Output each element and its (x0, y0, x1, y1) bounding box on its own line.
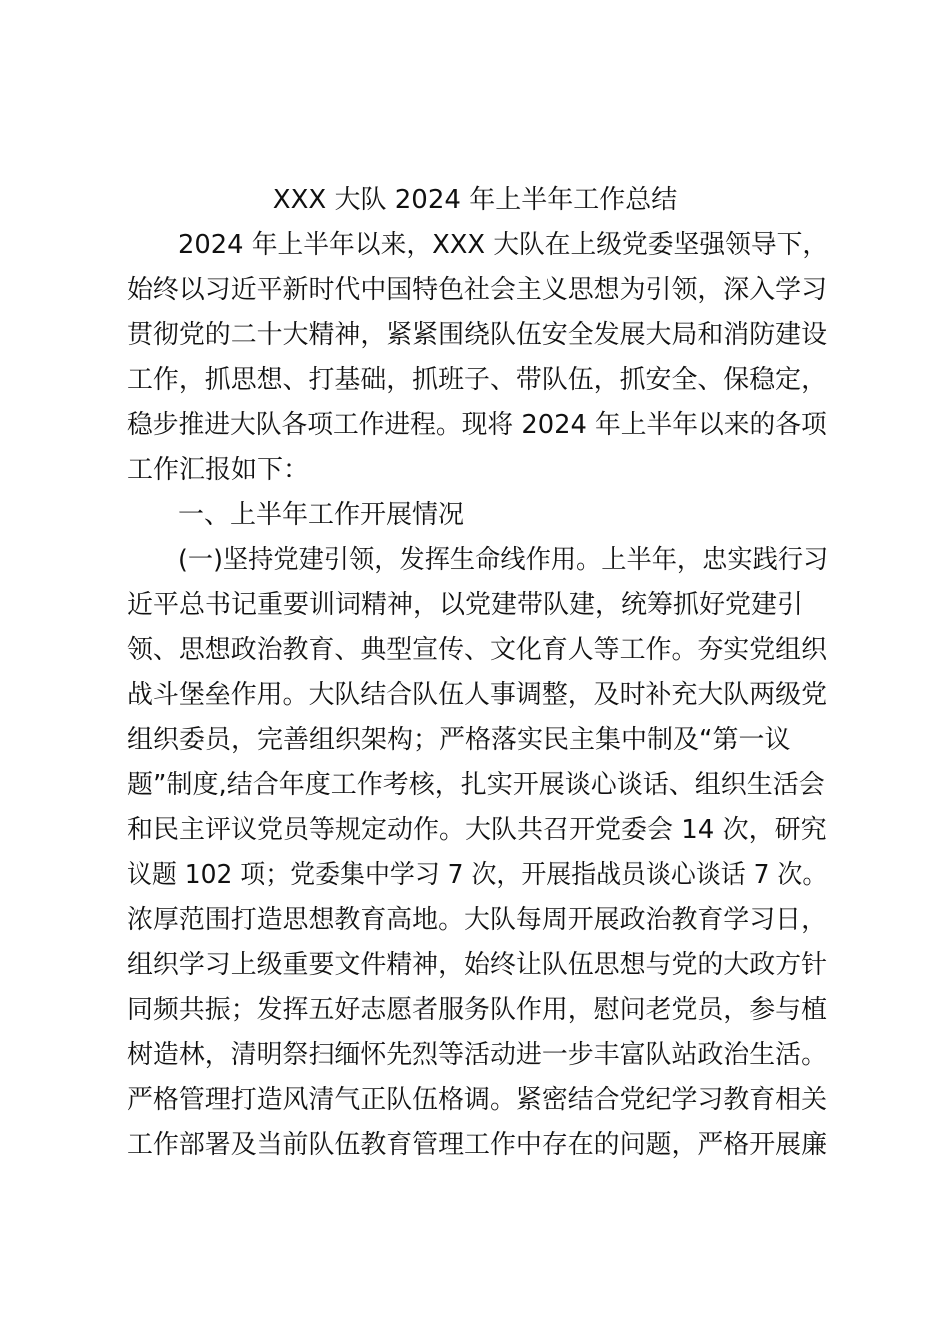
paragraph-line: 同频共振；发挥五好志愿者服务队作用，慰问老党员，参与植 (127, 995, 828, 1025)
paragraph-line: 工作部署及当前队伍教育管理工作中存在的问题，严格开展廉 (127, 1130, 828, 1160)
paragraph-line: 题”制度,结合年度工作考核，扎实开展谈心谈话、组织生活会 (127, 770, 825, 800)
paragraph-line: 树造林，清明祭扫缅怀先烈等活动进一步丰富队站政治生活。 (127, 1040, 828, 1070)
paragraph-line: 稳步推进大队各项工作进程。现将 2024 年上半年以来的各项 (127, 410, 827, 440)
paragraph-line: 战斗堡垒作用。大队结合队伍人事调整，及时补充大队两级党 (127, 680, 828, 710)
paragraph-line: 浓厚范围打造思想教育高地。大队每周开展政治教育学习日， (127, 905, 828, 935)
paragraph-line: 2024 年上半年以来，XXX 大队在上级党委坚强领导下， (178, 230, 829, 260)
section-heading: 一、上半年工作开展情况 (178, 500, 465, 530)
paragraph-line: 议题 102 项；党委集中学习 7 次，开展指战员谈心谈话 7 次。 (127, 860, 828, 890)
paragraph-line: 严格管理打造风清气正队伍格调。紧密结合党纪学习教育相关 (127, 1085, 828, 1115)
paragraph-line: 近平总书记重要训词精神，以党建带队建，统筹抓好党建引 (127, 590, 804, 620)
paragraph-line: 组织委员，完善组织架构；严格落实民主集中制及“第一议 (127, 725, 791, 755)
paragraph-line: 领、思想政治教育、典型宣传、文化育人等工作。夯实党组织 (127, 635, 828, 665)
subsection-line: (一)坚持党建引领，发挥生命线作用。上半年，忠实践行习 (178, 545, 829, 575)
paragraph-line: 工作，抓思想、打基础，抓班子、带队伍，抓安全、保稳定， (127, 365, 828, 395)
paragraph-line: 工作汇报如下： (127, 455, 310, 485)
paragraph-line: 贯彻党的二十大精神，紧紧围绕队伍安全发展大局和消防建设 (127, 320, 828, 350)
paragraph-line: 始终以习近平新时代中国特色社会主义思想为引领，深入学习 (127, 275, 828, 305)
paragraph-line: 组织学习上级重要文件精神，始终让队伍思想与党的大政方针 (127, 950, 828, 980)
document-title: XXX 大队 2024 年上半年工作总结 (272, 185, 678, 215)
paragraph-line: 和民主评议党员等规定动作。大队共召开党委会 14 次，研究 (127, 815, 827, 845)
